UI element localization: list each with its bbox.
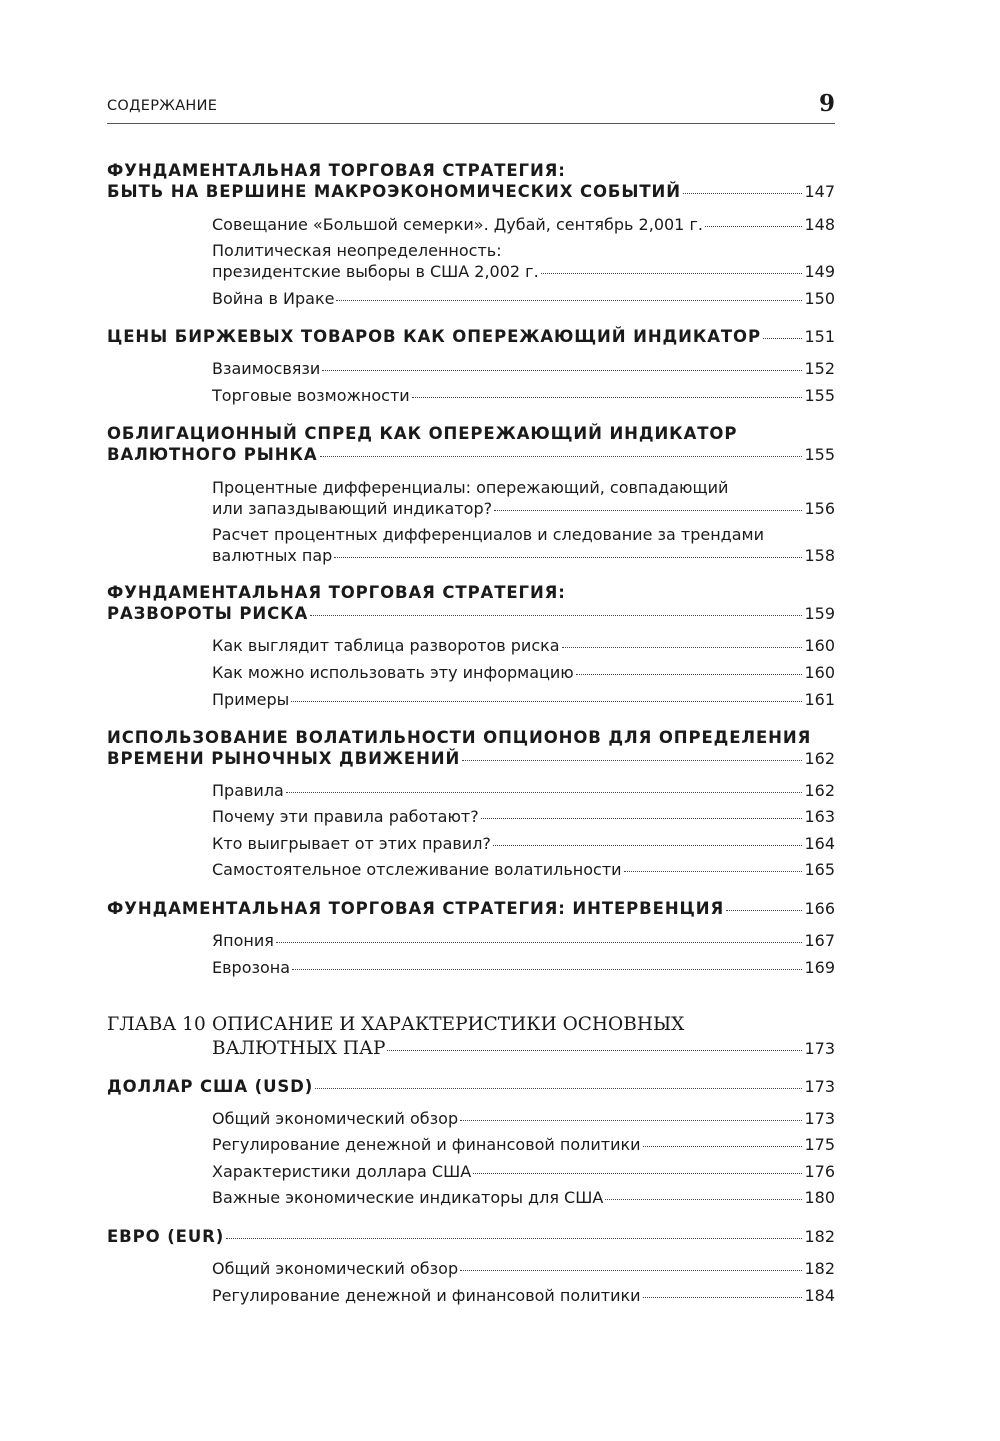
toc-section-entry[interactable] bbox=[107, 898, 835, 919]
page-number: 9 bbox=[818, 90, 835, 117]
toc-entry-title-line: Торговые возможности bbox=[212, 386, 410, 405]
toc-page-number: 182 bbox=[804, 1227, 835, 1246]
toc-entry-title-line: Совещание «Большой семерки». Дубай, сентябрь 2,001 г. bbox=[212, 215, 703, 234]
dot-leader bbox=[460, 1270, 802, 1271]
toc-subsection-entry[interactable] bbox=[212, 780, 835, 801]
toc-subsection-entry[interactable] bbox=[212, 240, 835, 282]
toc-entry-title-line: Процентные дифференциалы: опережающий, совпадающий bbox=[212, 478, 729, 497]
toc-page-number: 151 bbox=[804, 327, 835, 346]
toc-entry-title-line: БЫТЬ НА ВЕРШИНЕ МАКРОЭКОНОМИЧЕСКИХ СОБЫТИЙ bbox=[107, 182, 681, 201]
header-title: СОДЕРЖАНИЕ bbox=[107, 98, 218, 114]
dot-leader bbox=[624, 871, 803, 872]
toc-entry-title-line: Характеристики доллара США bbox=[212, 1162, 472, 1181]
toc-entry-title-line: Война в Ираке bbox=[212, 289, 335, 308]
toc-page-number: 148 bbox=[804, 215, 835, 234]
toc-page-number: 176 bbox=[804, 1162, 835, 1181]
dot-leader bbox=[562, 647, 803, 648]
dot-leader bbox=[315, 1088, 802, 1089]
dot-leader bbox=[726, 910, 802, 911]
toc-entry-title-line: президентские выборы в США 2,002 г. bbox=[212, 262, 539, 281]
toc-subsection-entry[interactable] bbox=[212, 1161, 835, 1182]
toc-entry-title-line: Япония bbox=[212, 931, 274, 950]
toc-section-entry[interactable] bbox=[107, 582, 835, 624]
toc-subsection-entry[interactable] bbox=[212, 1108, 835, 1129]
toc-entry-title-line: Общий экономический обзор bbox=[212, 1259, 459, 1278]
toc-subsection-entry[interactable] bbox=[212, 385, 835, 406]
dot-leader bbox=[462, 760, 802, 761]
toc-subsection-entry[interactable] bbox=[212, 1134, 835, 1155]
dot-leader bbox=[310, 615, 802, 616]
toc-entry-title-line: ДОЛЛАР США (USD) bbox=[107, 1077, 314, 1096]
toc-page-number: 173 bbox=[804, 1077, 835, 1096]
dot-leader bbox=[683, 193, 802, 194]
toc-entry-title-line: Общий экономический обзор bbox=[212, 1109, 459, 1128]
toc-page-number: 150 bbox=[804, 289, 835, 308]
toc-entry-title-line: ОБЛИГАЦИОННЫЙ СПРЕД КАК ОПЕРЕЖАЮЩИЙ ИНДИКАТОР bbox=[107, 424, 738, 443]
dot-leader bbox=[320, 456, 803, 457]
toc-page-number: 161 bbox=[804, 690, 835, 709]
toc-subsection-entry[interactable] bbox=[212, 930, 835, 951]
toc-page-number: 173 bbox=[804, 1039, 835, 1058]
toc-page-number: 166 bbox=[804, 899, 835, 918]
toc-page-number: 167 bbox=[804, 931, 835, 950]
toc-section-entry[interactable] bbox=[107, 1226, 835, 1247]
toc-chapter-entry[interactable] bbox=[107, 1013, 835, 1061]
toc-entry-title-line: ИСПОЛЬЗОВАНИЕ ВОЛАТИЛЬНОСТИ ОПЦИОНОВ ДЛЯ ОПРЕДЕЛЕНИЯ bbox=[107, 728, 812, 747]
toc-entry-title-line: Самостоятельное отслеживание волатильности bbox=[212, 860, 622, 879]
toc-page-number: 162 bbox=[804, 781, 835, 800]
toc-page-number: 169 bbox=[804, 958, 835, 977]
toc-entry-title-line: ЕВРО (EUR) bbox=[107, 1227, 225, 1246]
toc-page-number: 165 bbox=[804, 860, 835, 879]
dot-leader bbox=[387, 1050, 802, 1051]
dot-leader bbox=[643, 1146, 803, 1147]
toc-subsection-entry[interactable] bbox=[212, 1258, 835, 1279]
toc-entry-title-line: Регулирование денежной и финансовой политики bbox=[212, 1135, 641, 1154]
dot-leader bbox=[605, 1199, 802, 1200]
toc-page-number: 175 bbox=[804, 1135, 835, 1154]
toc-subsection-entry[interactable] bbox=[212, 635, 835, 656]
dot-leader bbox=[276, 942, 803, 943]
toc-subsection-entry[interactable] bbox=[212, 358, 835, 379]
toc-entry-title-line: Как выглядит таблица разворотов риска bbox=[212, 636, 560, 655]
toc-entry-title-line: или запаздывающий индикатор? bbox=[212, 499, 493, 518]
toc-page-number: 182 bbox=[804, 1259, 835, 1278]
toc-subsection-entry[interactable] bbox=[212, 1187, 835, 1208]
toc-entry-title-line: Политическая неопределенность: bbox=[212, 241, 502, 260]
toc-section-entry[interactable] bbox=[107, 1076, 835, 1097]
toc-entry-title-line: ВРЕМЕНИ РЫНОЧНЫХ ДВИЖЕНИЙ bbox=[107, 749, 461, 768]
toc-entry-title-line: Взаимосвязи bbox=[212, 359, 321, 378]
toc-subsection-entry[interactable] bbox=[212, 524, 835, 566]
toc-page-number: 147 bbox=[804, 182, 835, 201]
toc-page-number: 155 bbox=[804, 445, 835, 464]
dot-leader bbox=[336, 300, 802, 301]
toc-entry-title-line: ФУНДАМЕНТАЛЬНАЯ ТОРГОВАЯ СТРАТЕГИЯ: bbox=[107, 161, 566, 180]
dot-leader bbox=[494, 510, 802, 511]
toc-subsection-entry[interactable] bbox=[212, 689, 835, 710]
dot-leader bbox=[334, 557, 802, 558]
toc-subsection-entry[interactable] bbox=[212, 214, 835, 235]
toc-page-number: 155 bbox=[804, 386, 835, 405]
toc-entry-title-line: Правила bbox=[212, 781, 284, 800]
dot-leader bbox=[763, 338, 802, 339]
toc-subsection-entry[interactable] bbox=[212, 662, 835, 683]
dot-leader bbox=[643, 1297, 803, 1298]
toc-subsection-entry[interactable] bbox=[212, 288, 835, 309]
toc-page-number: 159 bbox=[804, 604, 835, 623]
toc-subsection-entry[interactable] bbox=[212, 806, 835, 827]
toc-entry-title-line: Важные экономические индикаторы для США bbox=[212, 1188, 604, 1207]
toc-page-number: 160 bbox=[804, 636, 835, 655]
toc-page-number: 163 bbox=[804, 807, 835, 826]
dot-leader bbox=[292, 969, 802, 970]
toc-entry-title-line: Почему эти правила работают? bbox=[212, 807, 479, 826]
toc-page-number: 164 bbox=[804, 834, 835, 853]
dot-leader bbox=[473, 1173, 802, 1174]
toc-section-entry[interactable] bbox=[107, 326, 835, 347]
dot-leader bbox=[481, 818, 803, 819]
toc-entry-title-line: Примеры bbox=[212, 690, 290, 709]
toc-subsection-entry[interactable] bbox=[212, 833, 835, 854]
toc-entry-title-line: ОПИСАНИЕ И ХАРАКТЕРИСТИКИ ОСНОВНЫХ bbox=[212, 1014, 685, 1035]
toc-page-number: 152 bbox=[804, 359, 835, 378]
toc-entry-title-line: ВАЛЮТНОГО РЫНКА bbox=[107, 445, 318, 464]
toc-subsection-entry[interactable] bbox=[212, 477, 835, 519]
toc-entry-title-line: РАЗВОРОТЫ РИСКА bbox=[107, 604, 309, 623]
toc-section-entry[interactable] bbox=[107, 160, 835, 202]
chapter-number: ГЛАВА 10 bbox=[107, 1014, 206, 1035]
toc-entry-title-line: Еврозона bbox=[212, 958, 291, 977]
toc-entry-title-line: ФУНДАМЕНТАЛЬНАЯ ТОРГОВАЯ СТРАТЕГИЯ: bbox=[107, 583, 566, 602]
toc-page-number: 180 bbox=[804, 1188, 835, 1207]
toc-entry-title-line: ФУНДАМЕНТАЛЬНАЯ ТОРГОВАЯ СТРАТЕГИЯ: ИНТЕРВЕНЦИЯ bbox=[107, 899, 725, 918]
dot-leader bbox=[286, 792, 803, 793]
dot-leader bbox=[412, 397, 803, 398]
toc-entry-title-line: Кто выигрывает от этих правил? bbox=[212, 834, 491, 853]
toc-page-number: 184 bbox=[804, 1286, 835, 1305]
toc-page-number: 160 bbox=[804, 663, 835, 682]
toc-page-number: 149 bbox=[804, 262, 835, 281]
toc-entry-title-line: Как можно использовать эту информацию bbox=[212, 663, 574, 682]
running-header bbox=[107, 90, 835, 124]
toc-entry-title-line: ВАЛЮТНЫХ ПАР bbox=[212, 1038, 386, 1059]
dot-leader bbox=[705, 226, 803, 227]
dot-leader bbox=[291, 701, 802, 702]
toc-section-entry[interactable] bbox=[107, 423, 835, 465]
dot-leader bbox=[541, 273, 803, 274]
toc-subsection-entry[interactable] bbox=[212, 859, 835, 880]
toc-page-number: 158 bbox=[804, 546, 835, 565]
toc-entry-title-line: ЦЕНЫ БИРЖЕВЫХ ТОВАРОВ КАК ОПЕРЕЖАЮЩИЙ ИНДИКАТОР bbox=[107, 327, 761, 346]
toc-page-number: 162 bbox=[804, 749, 835, 768]
toc-entry-title-line: Расчет процентных дифференциалов и следование за трендами bbox=[212, 525, 765, 544]
toc-section-entry[interactable] bbox=[107, 727, 835, 769]
dot-leader bbox=[322, 370, 802, 371]
toc-page-number: 173 bbox=[804, 1109, 835, 1128]
dot-leader bbox=[460, 1120, 802, 1121]
dot-leader bbox=[576, 674, 803, 675]
toc-subsection-entry[interactable] bbox=[212, 1285, 835, 1306]
dot-leader bbox=[493, 845, 803, 846]
dot-leader bbox=[226, 1238, 802, 1239]
toc-page-number: 156 bbox=[804, 499, 835, 518]
toc-subsection-entry[interactable] bbox=[212, 957, 835, 978]
toc-entry-title-line: Регулирование денежной и финансовой политики bbox=[212, 1286, 641, 1305]
toc-entry-title-line: валютных пар bbox=[212, 546, 333, 565]
